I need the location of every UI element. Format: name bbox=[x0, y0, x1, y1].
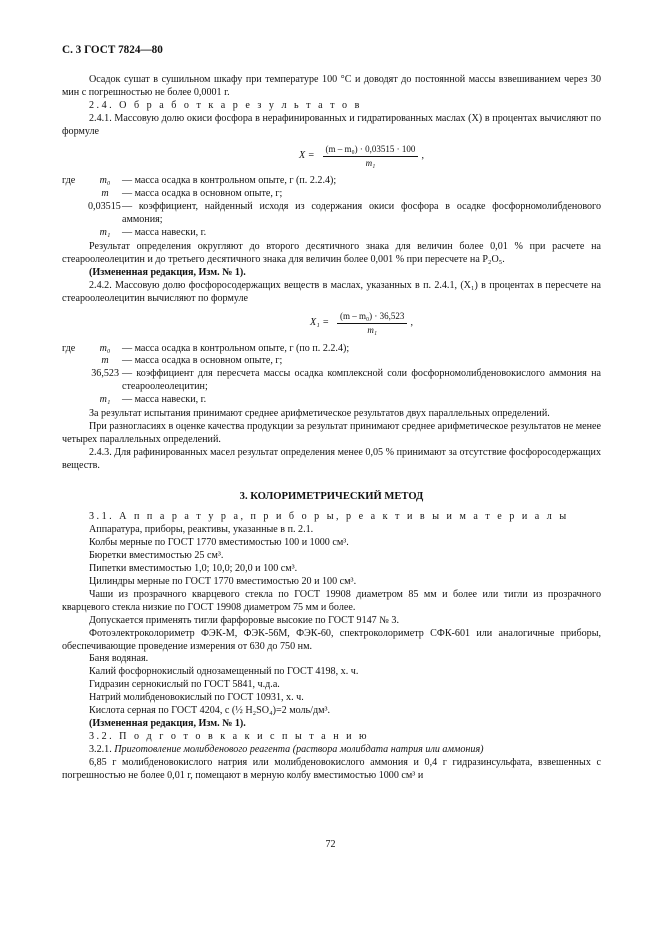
formula-x1 bbox=[122, 308, 601, 340]
section-3-1-heading: 3.1. А п п а р а т у р а, п р и б о р ы, р е а к т и в ы и м а т е р и а л ы bbox=[89, 511, 569, 523]
formula-x-denominator: m₁ bbox=[365, 157, 376, 168]
definition-text: — коэффициент, найденный исходя из содержания окиси фосфора в осадке фосфорномолибденового аммония; bbox=[122, 201, 601, 226]
document-page bbox=[62, 44, 601, 783]
formula-x bbox=[122, 140, 601, 172]
section-3-title: 3. КОЛОРИМЕТРИЧЕСКИЙ МЕТОД bbox=[239, 490, 424, 502]
definition-text: — масса навески, г. bbox=[122, 394, 207, 406]
definition-symbol: m₁ bbox=[99, 227, 111, 239]
paragraph-3-2-1-text: 6,85 г молибденовокислого натрия или молибденовокислого аммония и 0,4 г гидразинсульфата, взвешенных с погрешностью не более 0,01 г, помещают в мерную колбу вместимостью 1000 см³ и bbox=[62, 756, 601, 781]
list-item: Баня водяная. bbox=[89, 653, 149, 665]
list-item: Чаши из прозрачного кварцевого стекла по ГОСТ 19908 диаметром 85 мм и более или тигли из прозрачного кварцевого стекла низкие по ГОСТ 19908 диаметром 75 мм и более. bbox=[62, 588, 601, 613]
definition-symbol: 0,03515 bbox=[88, 201, 121, 213]
definition-row bbox=[62, 368, 601, 394]
paragraph-disagreement: При разногласиях в оценке качества продукции за результат принимают среднее арифметическое результатов не менее четырех параллельных определений. bbox=[62, 420, 601, 445]
paragraph-drying: Осадок сушат в сушильном шкафу при температуре 100 °С и доводят до постоянной массы взвешиванием через 30 мин с погрешностью не более 0,0001 г. bbox=[62, 73, 601, 98]
definition-text: — масса осадка в основном опыте, г; bbox=[122, 355, 283, 367]
formula-x-fraction bbox=[323, 144, 419, 169]
definition-symbol: m bbox=[101, 355, 109, 367]
list-item: Кислота серная по ГОСТ 4204, c (½ H₂SO₄)=2 моль/дм³. bbox=[89, 705, 331, 717]
formula-x-numerator: (m – m₀) · 0,03515 · 100 bbox=[323, 144, 419, 157]
definition-symbol: 36,523 bbox=[91, 368, 119, 380]
definition-text: — коэффициент для пересчета массы осадка комплексной соли фосфорномолибденовокислого аммония на стеароолеолецитин; bbox=[122, 368, 601, 393]
formula-x-comma: , bbox=[421, 149, 424, 161]
list-item: Калий фосфорнокислый однозамещенный по ГОСТ 4198, х. ч. bbox=[89, 666, 359, 678]
paragraph-rounding: Результат определения округляют до второго десятичного знака для величин более 0,01 % при расчете на стеароолеолецитин и до третьего десятичного знака для величин более 0,001 % при пересчете на P₂O₅. bbox=[62, 240, 601, 265]
definition-prefix bbox=[62, 355, 88, 368]
definition-prefix bbox=[62, 394, 88, 407]
formula-x1-denominator: m₁ bbox=[367, 325, 378, 335]
list-item: Пипетки вместимостью 1,0; 10,0; 20,0 и 100 см³. bbox=[89, 563, 298, 575]
definition-text: — масса осадка в контрольном опыте, г (по п. 2.2.4); bbox=[122, 342, 350, 354]
list-item: Допускается применять тигли фарфоровые высокие по ГОСТ 9147 № 3. bbox=[89, 614, 399, 626]
definition-text: — масса осадка в контрольном опыте, г (п. 2.2.4); bbox=[122, 175, 337, 187]
amendment-note-1: (Измененная редакция, Изм. № 1). bbox=[89, 266, 246, 278]
definition-row bbox=[62, 343, 601, 356]
paragraph-2-4-2: 2.4.2. Массовую долю фосфоросодержащих веществ в маслах, указанных в п. 2.4.1, (X₁) в процентах в пересчете на стеароолеолецитин вычисляют по формуле bbox=[62, 279, 601, 304]
paragraph-3-2-1-heading bbox=[62, 744, 601, 757]
definition-symbol: m₁ bbox=[99, 394, 111, 406]
list-item: Фотоэлектроколориметр ФЭК-М, ФЭК-56М, ФЭК-60, спектроколориметр СФК-601 или аналогичные приборы, обеспечивающие проведение измерения от 630 до 750 нм. bbox=[62, 627, 601, 652]
definition-prefix bbox=[62, 188, 88, 201]
paragraph-2-4-3: 2.4.3. Для рафинированных масел результат определения менее 0,05 % принимают за отсутствие фосфоросодержащих веществ. bbox=[62, 446, 601, 471]
paragraph-3-2-1-title: Приготовление молибденового реагента (раствора молибдата натрия или аммония) bbox=[114, 743, 484, 755]
definition-row bbox=[62, 227, 601, 240]
list-item: Натрий молибденовокислый по ГОСТ 10931, х. ч. bbox=[89, 692, 304, 704]
definition-row bbox=[62, 394, 601, 407]
definition-symbol: m bbox=[101, 188, 109, 200]
definition-prefix bbox=[62, 368, 88, 394]
paragraph-mean-result: За результат испытания принимают среднее арифметическое результатов двух параллельных определений. bbox=[89, 408, 550, 420]
definition-row bbox=[62, 188, 601, 201]
list-item: Гидразин сернокислый по ГОСТ 5841, ч.д.а. bbox=[89, 679, 280, 691]
formula-x-lhs: X = bbox=[299, 149, 315, 161]
section-2-4-heading: 2.4. О б р а б о т к а р е з у л ь т а т о в bbox=[89, 99, 362, 111]
definition-row bbox=[62, 355, 601, 368]
formula-x1-numerator: (m – m₀) · 36,523 bbox=[337, 311, 407, 324]
list-item: Колбы мерные по ГОСТ 1770 вместимостью 100 и 1000 см³. bbox=[89, 537, 349, 549]
definition-row bbox=[62, 175, 601, 188]
list-item: Цилиндры мерные по ГОСТ 1770 вместимостью 20 и 100 см³. bbox=[89, 576, 357, 587]
definitions-formula-x bbox=[62, 175, 601, 240]
formula-x1-fraction bbox=[337, 311, 407, 336]
definition-text: — масса навески, г. bbox=[122, 227, 207, 239]
formula-x1-comma: , bbox=[410, 317, 413, 329]
definition-row bbox=[62, 201, 601, 227]
list-item: Бюретки вместимостью 25 см³. bbox=[89, 550, 224, 562]
amendment-note-2: (Измененная редакция, Изм. № 1). bbox=[89, 717, 246, 729]
definition-prefix: где bbox=[62, 342, 76, 354]
formula-x1-lhs: X₁ = bbox=[310, 317, 330, 329]
page-number: 72 bbox=[325, 839, 336, 850]
definition-symbol: m₀ bbox=[99, 175, 111, 187]
definition-prefix bbox=[62, 201, 88, 227]
section-3-2-heading: 3.2. П о д г о т о в к а к и с п ы т а н и ю bbox=[89, 730, 370, 742]
list-item: Аппаратура, приборы, реактивы, указанные в п. 2.1. bbox=[89, 524, 314, 536]
definition-text: — масса осадка в основном опыте, г; bbox=[122, 188, 283, 200]
paragraph-2-4-1: 2.4.1. Массовую долю окиси фосфора в нерафинированных и гидратированных маслах (X) в процентах вычисляют по формуле bbox=[62, 112, 601, 137]
definitions-formula-x1 bbox=[62, 343, 601, 408]
definition-symbol: m₀ bbox=[99, 342, 111, 354]
definition-prefix bbox=[62, 227, 88, 240]
paragraph-3-2-1-number: 3.2.1. bbox=[89, 743, 112, 755]
definition-prefix: где bbox=[62, 175, 76, 187]
page-header: С. 3 ГОСТ 7824—80 bbox=[62, 44, 163, 56]
